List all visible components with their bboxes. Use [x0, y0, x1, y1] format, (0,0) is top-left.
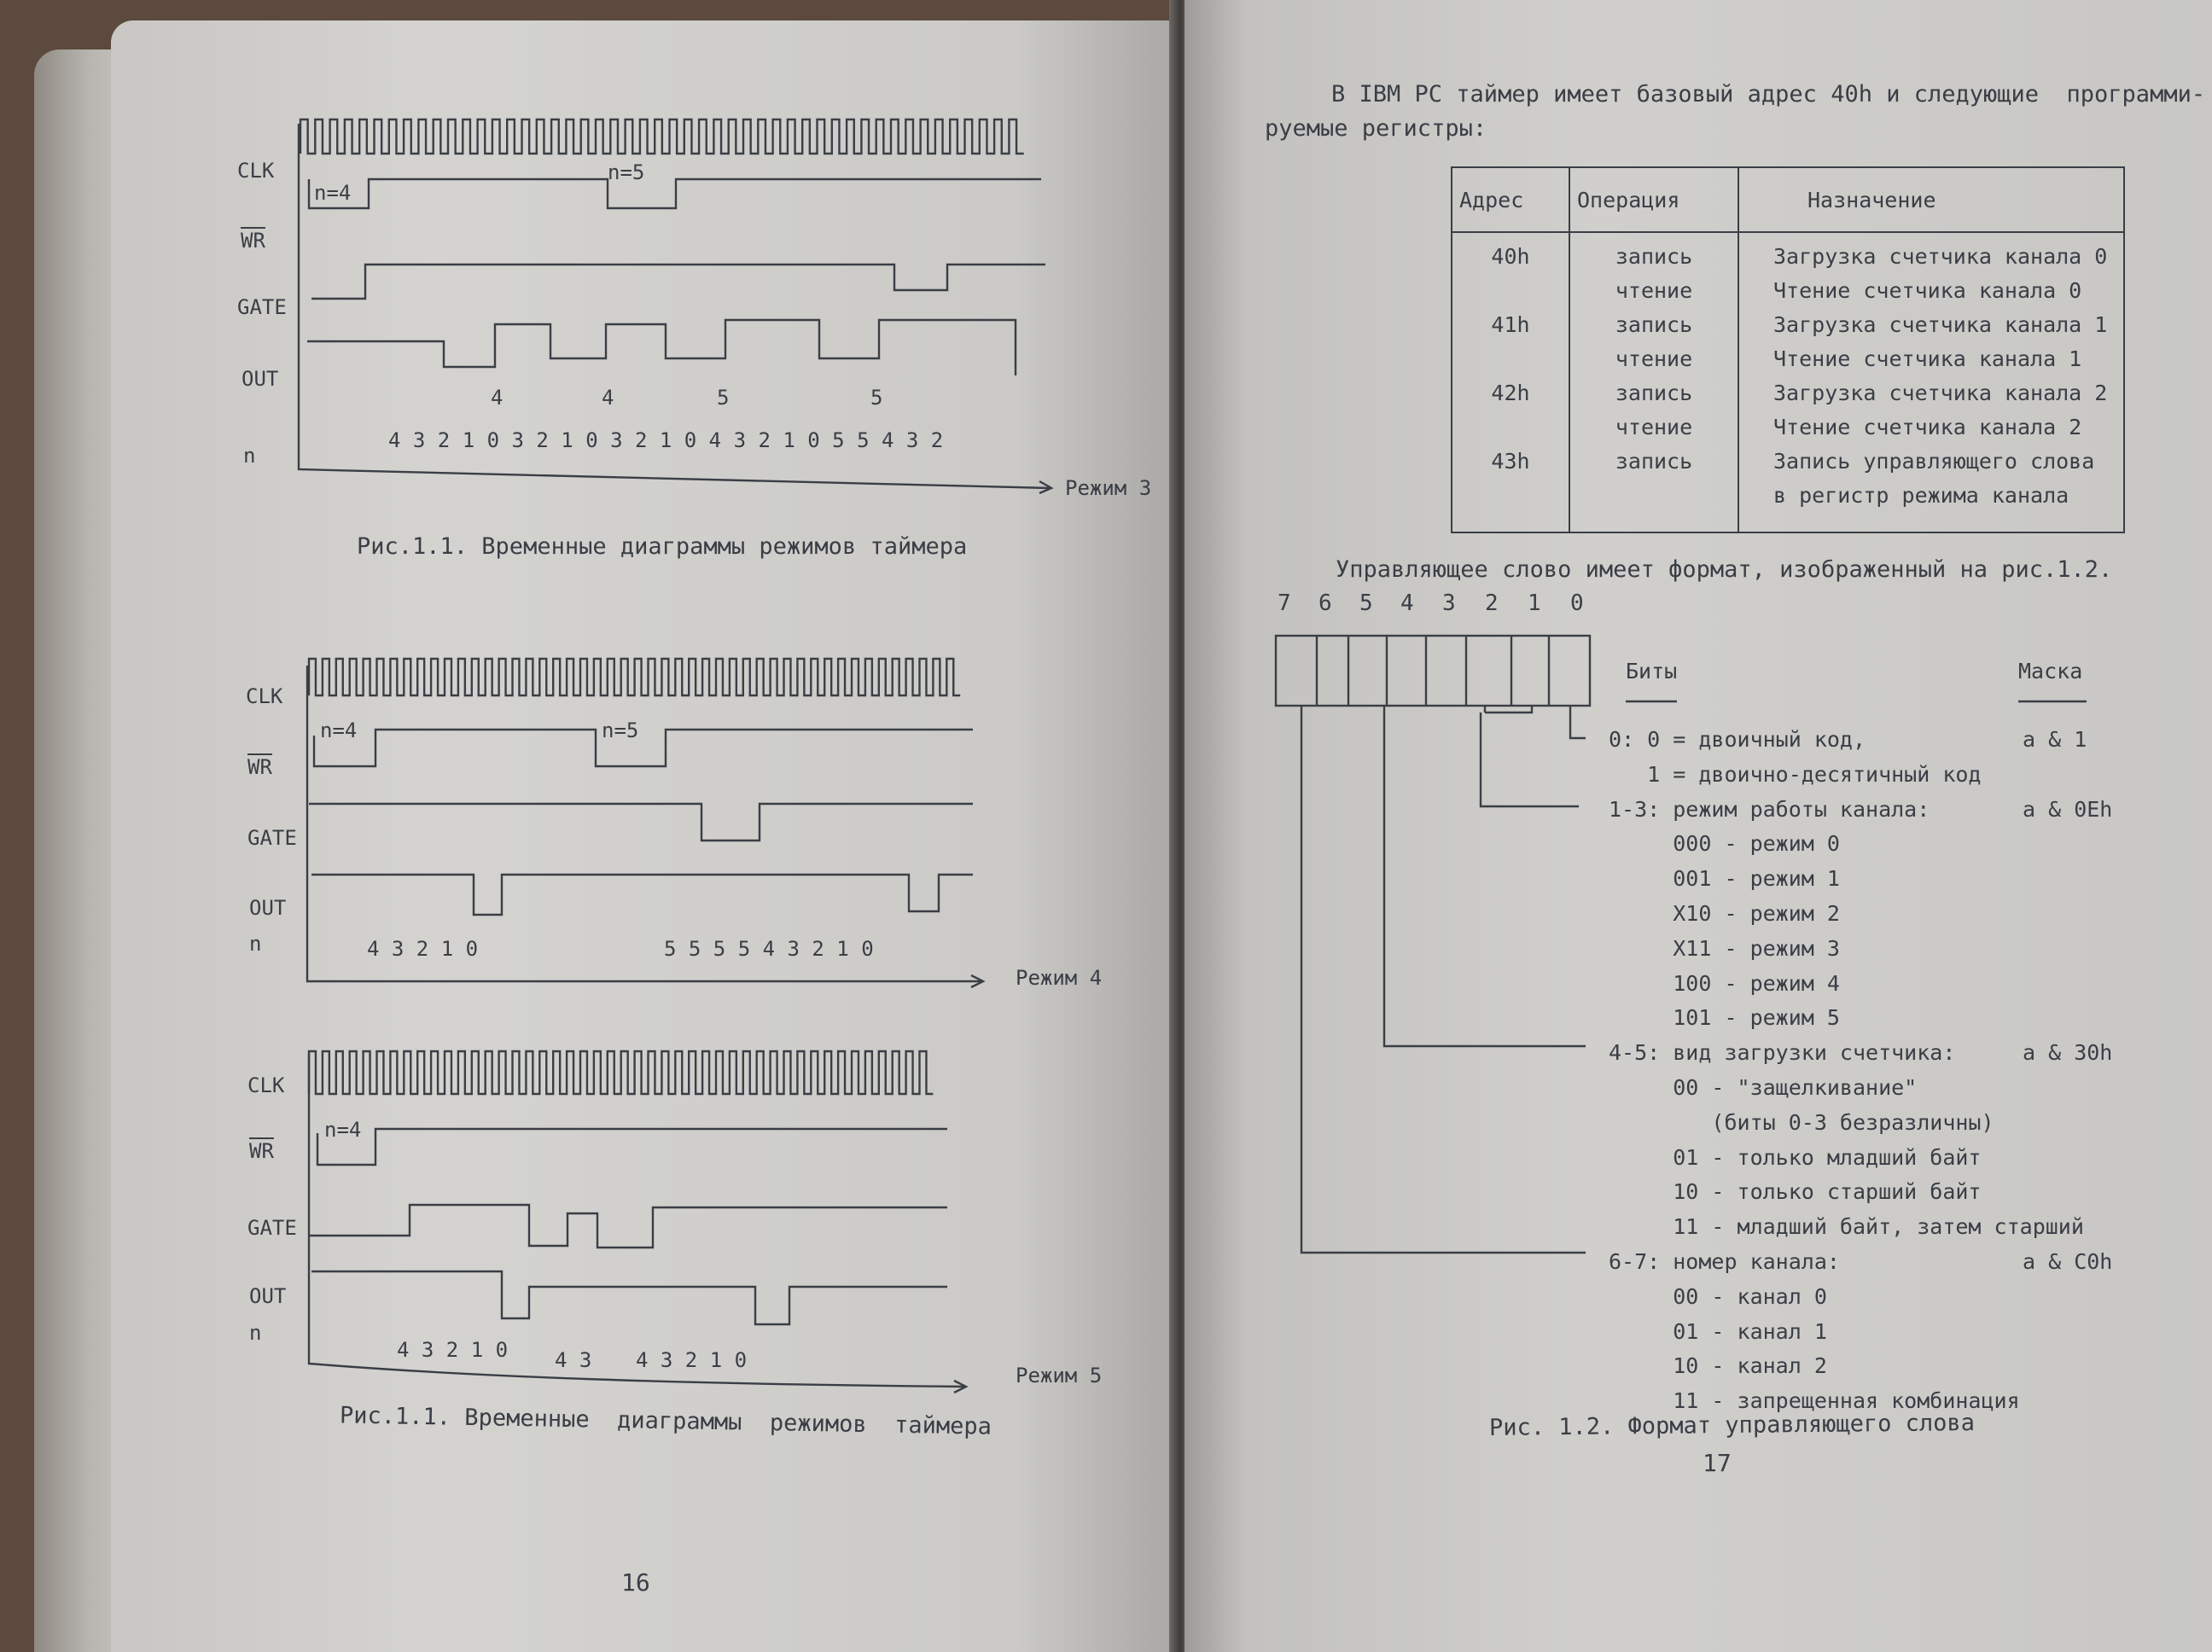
- out-waveform: [307, 320, 1016, 375]
- gate-label: GATE: [237, 295, 287, 319]
- legend-line: 10 - только старший байт: [1609, 1179, 1982, 1204]
- operation-value: [1577, 479, 1731, 513]
- format-sentence: Управляющее слово имеет формат, изображенный на рис.1.2.: [1336, 556, 2113, 583]
- operation-value: запись: [1615, 449, 1693, 474]
- registers-table: [1451, 166, 2125, 533]
- clk-waveform: [300, 119, 1024, 154]
- purpose-value: Загрузка счетчика канала 0: [1773, 244, 2108, 269]
- purpose-value: Загрузка счетчика канала 2: [1773, 381, 2108, 405]
- legend-line: 001 - режим 1: [1609, 866, 1840, 891]
- bit-number: 0: [1570, 590, 1584, 616]
- legend-line: 11 - запрещенная комбинация: [1609, 1388, 2020, 1413]
- mode-label: Режим 5: [1016, 1364, 1103, 1387]
- page-number: 16: [621, 1568, 650, 1597]
- out-label: OUT: [249, 896, 287, 920]
- wr-label: $\overline{WR}$: [247, 755, 272, 779]
- address-value: [1459, 274, 1562, 308]
- clk-label: CLK: [246, 684, 283, 708]
- column-header: Назначение: [1738, 167, 2124, 232]
- operation-value: чтение: [1615, 278, 1693, 303]
- n-label: n: [249, 932, 262, 956]
- bit-number: 1: [1528, 590, 1541, 616]
- n-sequence: 4 3: [555, 1348, 592, 1372]
- out-label: OUT: [249, 1284, 287, 1308]
- table-header-row: [1452, 167, 2124, 232]
- intro-text: В IBM PC таймер имеет базовый адрес 40h и следующие программи-: [1331, 81, 2206, 108]
- purpose-cell: [1738, 232, 2124, 532]
- wr-label: $\overline{WR}$: [241, 229, 265, 253]
- column-header: Адрес: [1452, 167, 1569, 232]
- bit-number: 7: [1278, 590, 1291, 616]
- table-row: [1452, 232, 2124, 532]
- purpose-value: Загрузка счетчика канала 1: [1773, 312, 2108, 337]
- bracket-bits6-7: [1301, 706, 1586, 1253]
- operation-value: запись: [1615, 312, 1693, 337]
- bracket-bit0: [1570, 706, 1586, 738]
- legend-line: 0: 0 = двоичный код,: [1609, 727, 1866, 752]
- gate-waveform: [309, 1205, 947, 1248]
- gate-label: GATE: [247, 1216, 297, 1240]
- legend-line: 101 - режим 5: [1609, 1005, 1840, 1030]
- clk-label: CLK: [237, 159, 275, 183]
- n-sequence: 5 5 5 5 4 3 2 1 0: [664, 937, 874, 961]
- legend-line: 1-3: режим работы канала:: [1609, 797, 1930, 822]
- gate-label: GATE: [247, 826, 297, 850]
- operation-cell: [1569, 232, 1738, 532]
- legend-mask: a & 1: [2023, 727, 2087, 752]
- figure-caption: Рис. 1.2. Формат управляющего слова: [1488, 1410, 1976, 1441]
- bit-number: 2: [1485, 590, 1499, 616]
- legend-mask: a & C0h: [2023, 1249, 2113, 1274]
- wr-count-label: n=4: [320, 718, 358, 742]
- out-label: OUT: [242, 367, 279, 391]
- figure-caption: Рис.1.1. Временные диаграммы режимов таймера: [357, 533, 968, 560]
- clk-label: CLK: [247, 1073, 285, 1097]
- control-word-box: [1276, 636, 1590, 706]
- legend-line: 01 - канал 1: [1609, 1319, 1827, 1344]
- legend-line: 000 - режим 0: [1609, 831, 1840, 856]
- address-cell: [1452, 232, 1569, 532]
- bit-number: 6: [1318, 590, 1332, 616]
- gate-waveform: [311, 265, 1045, 299]
- legend-line: 01 - только младший байт: [1609, 1145, 1982, 1170]
- legend-line: 11 - младший байт, затем старший: [1609, 1214, 2084, 1239]
- wr-count-label: n=5: [602, 718, 639, 742]
- wr-count-label: n=4: [324, 1118, 362, 1142]
- legend-line: 6-7: номер канала:: [1609, 1249, 1840, 1274]
- wr-waveform: [314, 730, 973, 766]
- n-label: n: [243, 444, 256, 468]
- bit-number: 3: [1442, 590, 1456, 616]
- legend-line: X10 - режим 2: [1609, 901, 1840, 926]
- purpose-value: в регистр режима канала: [1773, 483, 2069, 508]
- address-value: 41h: [1491, 312, 1530, 337]
- page-number: 17: [1703, 1449, 1732, 1477]
- purpose-value: Чтение счетчика канала 1: [1773, 346, 2082, 371]
- legend-line: 4-5: вид загрузки счетчика:: [1609, 1040, 1956, 1065]
- address-value: [1459, 410, 1562, 445]
- column-header: Операция: [1569, 167, 1738, 232]
- bits-header: Биты: [1626, 659, 1678, 683]
- address-value: [1459, 342, 1562, 376]
- time-axis: [309, 1054, 964, 1387]
- out-waveform: [311, 875, 973, 915]
- figure-caption: Рис.1.1. Временные диаграммы режимов таймера: [339, 1402, 992, 1440]
- legend-line: 00 - канал 0: [1609, 1284, 1827, 1309]
- legend-line: 10 - канал 2: [1609, 1353, 1827, 1378]
- n-sequence: 4 3 2 1 0: [397, 1338, 509, 1362]
- legend-line: (биты 0-3 безразличны): [1609, 1110, 1994, 1135]
- purpose-value: Чтение счетчика канала 2: [1773, 415, 2082, 439]
- clk-waveform: [309, 1051, 933, 1094]
- address-value: 40h: [1491, 244, 1530, 269]
- out-mark: 4: [602, 386, 614, 410]
- bracket-bits1-3: [1481, 706, 1579, 806]
- wr-waveform: [317, 1129, 947, 1165]
- operation-value: запись: [1615, 244, 1693, 269]
- operation-value: запись: [1615, 381, 1693, 405]
- legend-line: 00 - "защелкивание": [1609, 1075, 1918, 1100]
- bit-number: 5: [1359, 590, 1373, 616]
- mask-header: Маска: [2018, 659, 2083, 683]
- intro-text: руемые регистры:: [1265, 115, 1487, 142]
- n-sequence: 4 3 2 1 0: [367, 937, 479, 961]
- wr-count-label: n=4: [314, 181, 352, 205]
- purpose-value: Запись управляющего слова: [1773, 449, 2095, 474]
- wr-label: $\overline{WR}$: [249, 1139, 274, 1163]
- out-waveform: [311, 1271, 947, 1324]
- address-value: 43h: [1491, 449, 1530, 474]
- bracket-bits4-5: [1384, 706, 1586, 1046]
- n-label: n: [249, 1321, 262, 1345]
- mode-label: Режим 4: [1016, 966, 1103, 990]
- wr-count-label: n=5: [608, 160, 645, 184]
- legend-line: X11 - режим 3: [1609, 936, 1840, 961]
- n-sequence: 4 3 2 1 0 3 2 1 0 3 2 1 0 4 3 2 1 0 5 5 4 3 2: [388, 428, 944, 452]
- out-mark: 5: [870, 386, 883, 410]
- out-mark: 4: [491, 386, 504, 410]
- address-value: 42h: [1491, 381, 1530, 405]
- bit-dividers: [1317, 636, 1549, 706]
- time-axis: [307, 666, 981, 981]
- out-mark: 5: [717, 386, 730, 410]
- clk-waveform: [309, 659, 960, 695]
- purpose-value: Чтение счетчика канала 0: [1773, 278, 2082, 303]
- legend-mask: a & 0Eh: [2023, 797, 2113, 822]
- operation-value: чтение: [1615, 346, 1693, 371]
- mode-label: Режим 3: [1065, 476, 1152, 500]
- bit-number: 4: [1400, 590, 1414, 616]
- wr-waveform: [309, 179, 1041, 208]
- legend-line: 1 = двоично-десятичный код: [1609, 762, 1982, 787]
- address-value: [1459, 479, 1562, 513]
- n-sequence: 4 3 2 1 0: [636, 1348, 748, 1372]
- legend-mask: a & 30h: [2023, 1040, 2113, 1065]
- legend-line: 100 - режим 4: [1609, 971, 1840, 996]
- gate-waveform: [309, 804, 973, 841]
- operation-value: чтение: [1615, 415, 1693, 439]
